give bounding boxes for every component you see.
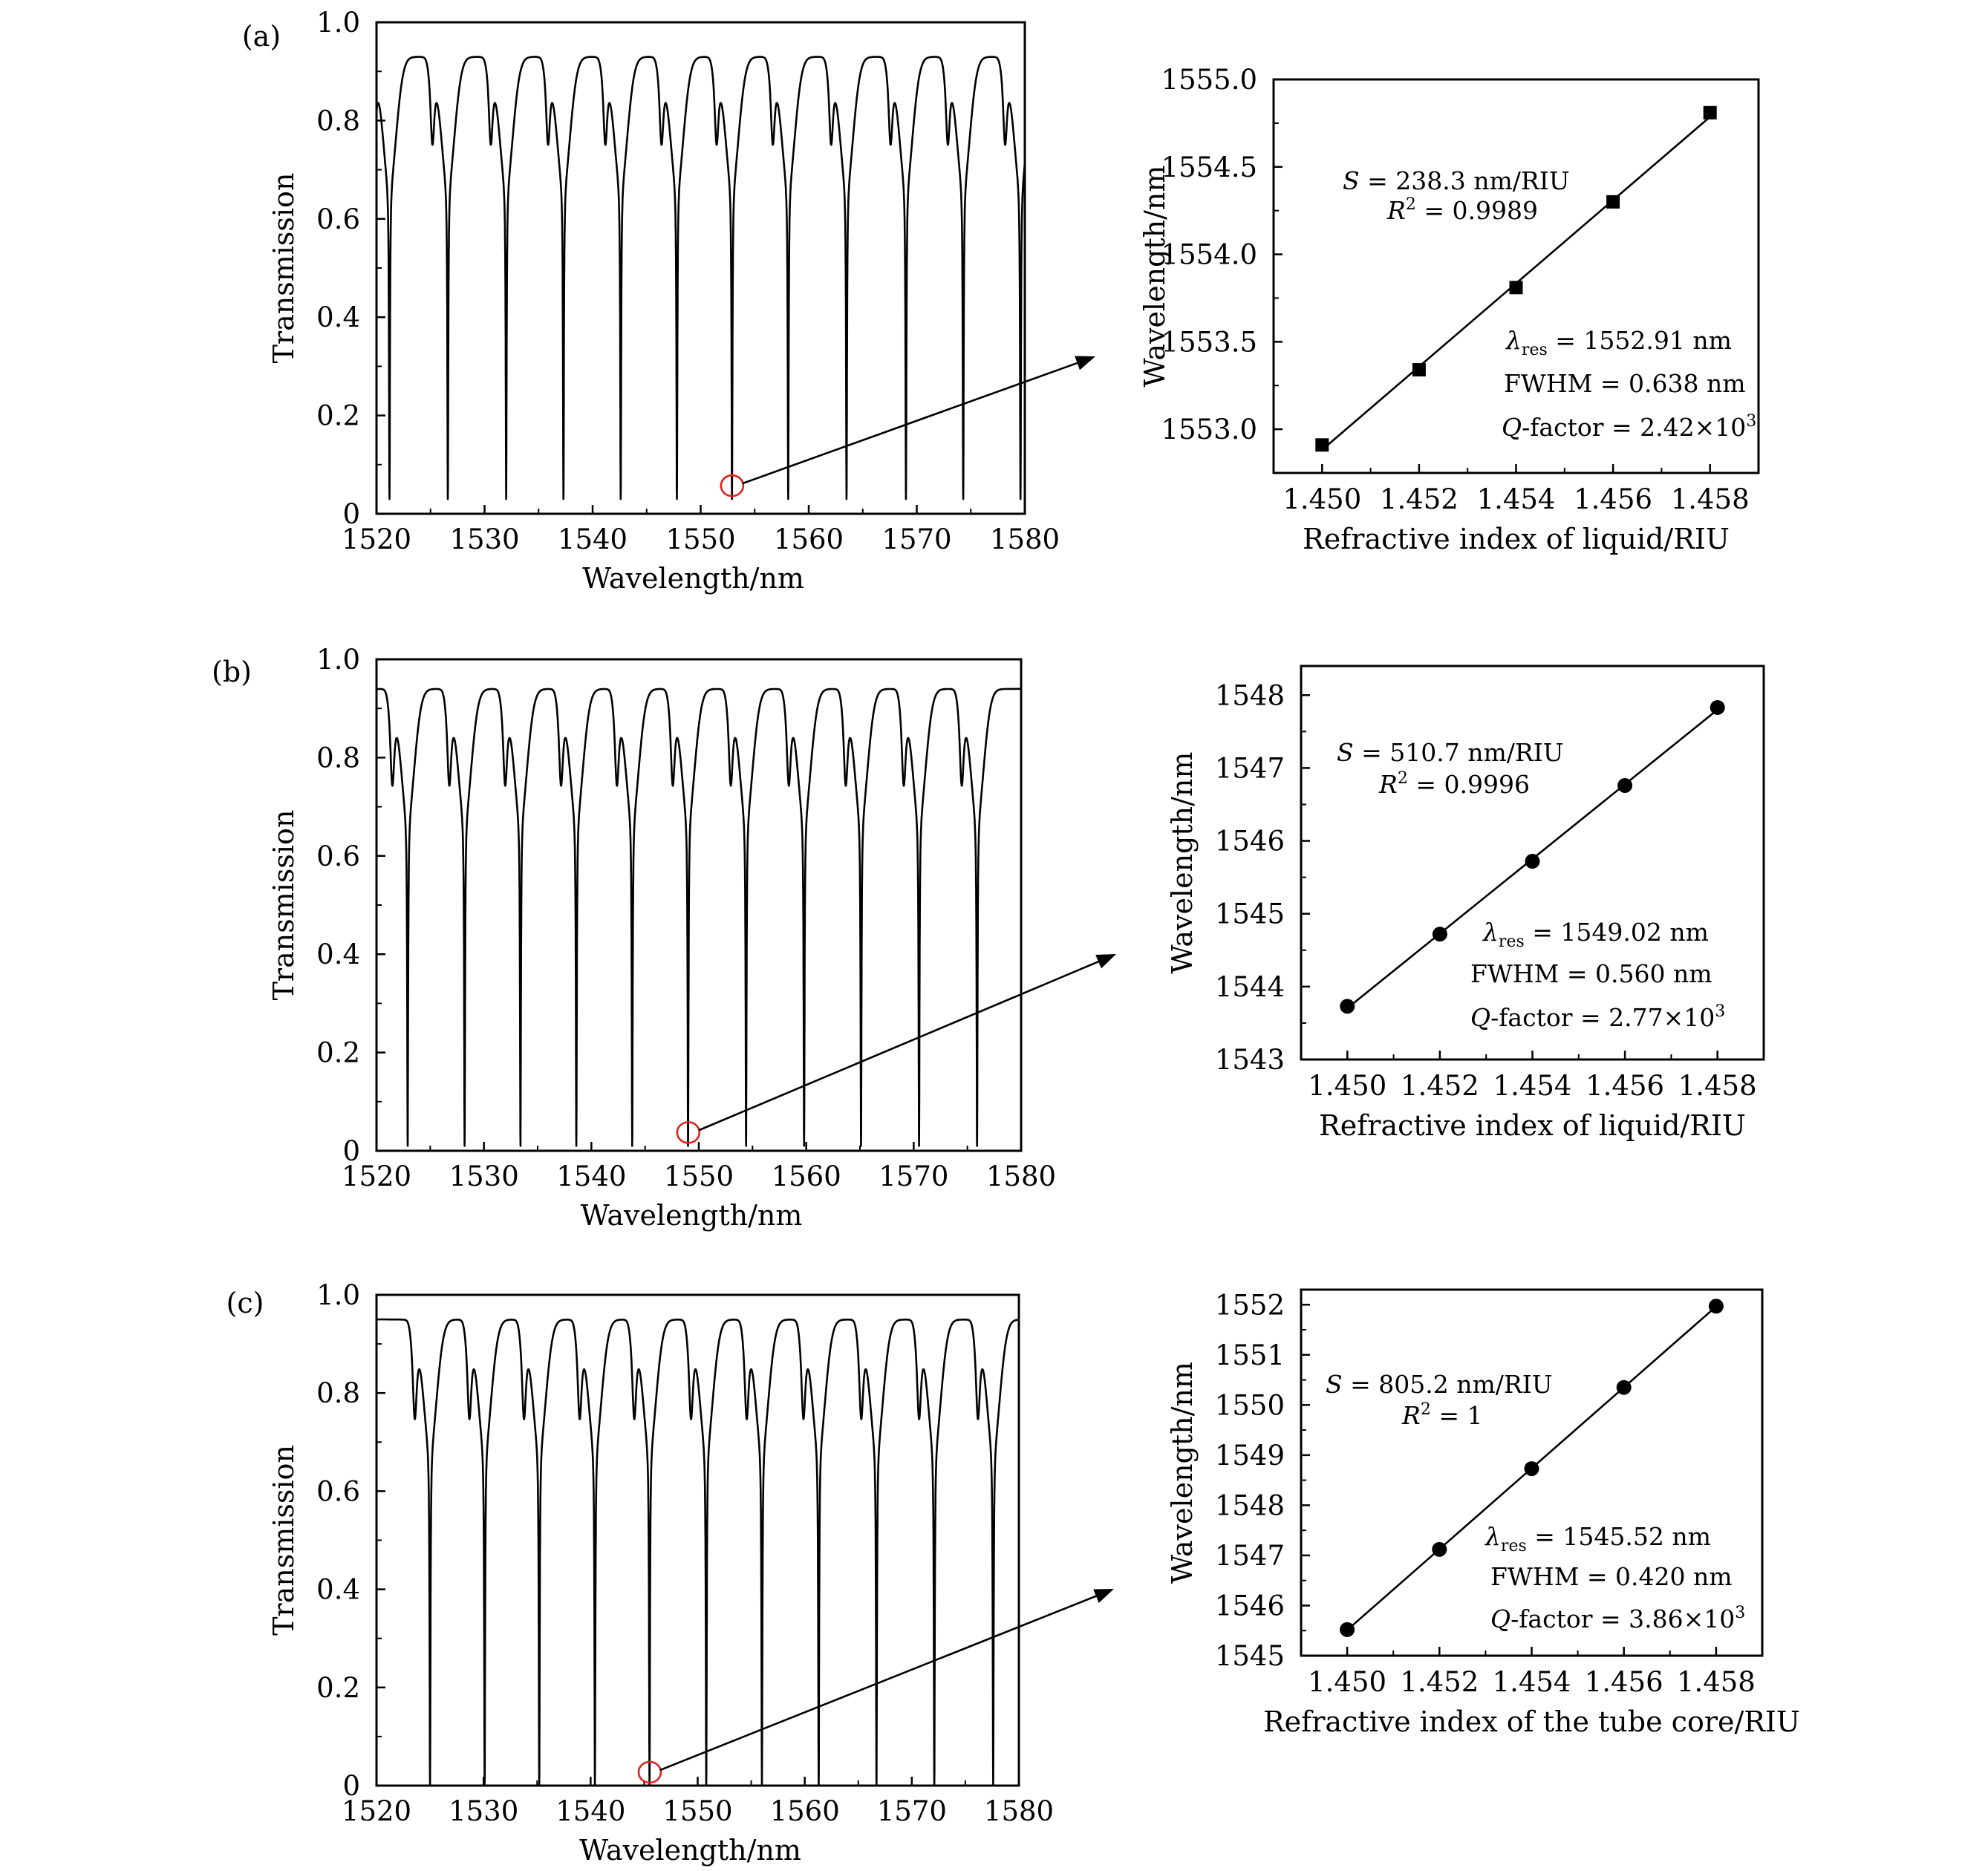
x-tick-label: 1.450 (1283, 483, 1362, 515)
x-tick-label: 1540 (555, 1795, 626, 1827)
plot-frame (377, 22, 1025, 514)
spectrum-plot (267, 1279, 1114, 1867)
y-tick-label: 0.6 (316, 1475, 360, 1508)
y-tick-label: 1553.0 (1161, 414, 1257, 446)
text-span: res (1498, 933, 1525, 951)
text-span: = 1552.91 nm (1547, 326, 1732, 355)
text-span: R (1387, 196, 1406, 225)
x-tick-label: 1.454 (1492, 1666, 1571, 1698)
text-span: Q (1490, 1604, 1511, 1633)
text-span: 2 (1397, 769, 1408, 788)
x-tick-label: 1520 (341, 1795, 412, 1827)
x-tick-label: 1.456 (1585, 1070, 1665, 1102)
x-tick-label: 1570 (881, 523, 952, 555)
y-tick-label: 0.8 (316, 742, 360, 774)
text-span: = 1 (1430, 1401, 1483, 1430)
x-axis-label: Refractive index of the tube core/RIU (1263, 1705, 1800, 1738)
data-point (1606, 195, 1620, 209)
data-point (1433, 927, 1447, 941)
spectrum-plot (267, 644, 1116, 1232)
text-span: = 510.7 nm/RIU (1353, 738, 1564, 767)
y-tick-label: 1554.0 (1161, 238, 1257, 271)
zoom-arrow-line (699, 961, 1098, 1130)
x-tick-label: 1540 (557, 523, 628, 555)
zoom-arrow-head (1095, 954, 1116, 968)
x-tick-label: 1.458 (1678, 1070, 1757, 1102)
x-tick-label: 1570 (879, 1160, 949, 1192)
r-squared-annotation (1378, 769, 1530, 799)
x-tick-label: 1520 (341, 1160, 412, 1192)
fwhm-annotation: FWHM = 0.420 nm (1490, 1562, 1733, 1591)
y-axis-label: Wavelength/nm (1138, 165, 1171, 388)
y-tick-label: 0.2 (316, 1036, 360, 1069)
zoom-arrow-line (660, 1596, 1096, 1770)
fwhm-annotation: FWHM = 0.560 nm (1470, 959, 1712, 988)
x-tick-label: 1.454 (1493, 1070, 1572, 1102)
y-tick-label: 1.0 (316, 644, 360, 676)
text-span: res (1521, 341, 1548, 359)
data-point (1340, 1622, 1355, 1637)
x-tick-label: 1580 (989, 523, 1060, 555)
y-tick-label: 0.4 (316, 938, 360, 971)
zoom-arrow-line (743, 363, 1078, 483)
r-squared-annotation (1386, 195, 1538, 225)
panel-0 (242, 7, 1759, 595)
panel-2 (226, 1279, 1800, 1867)
y-tick-label: 1544 (1214, 970, 1285, 1003)
x-axis-label: Wavelength/nm (582, 562, 804, 595)
x-axis-label: Wavelength/nm (580, 1199, 803, 1232)
data-point (1432, 1542, 1447, 1557)
y-tick-label: 0.4 (316, 1573, 360, 1606)
x-tick-label: 1.458 (1670, 483, 1750, 515)
data-point (1340, 999, 1355, 1013)
data-point (1525, 1461, 1539, 1476)
text-span: 3 (1746, 412, 1757, 431)
text-span: 2 (1420, 1400, 1431, 1419)
panel-label: (c) (226, 1287, 264, 1319)
transmission-curve (377, 1319, 1019, 1786)
y-tick-label: 0 (342, 1135, 360, 1167)
data-point (1412, 363, 1426, 376)
sensing-plot (1138, 64, 1759, 555)
zoom-arrow-head (1093, 1589, 1114, 1603)
x-tick-label: 1.454 (1476, 483, 1556, 515)
x-tick-label: 1.452 (1379, 483, 1459, 515)
x-tick-label: 1580 (985, 1160, 1057, 1192)
y-tick-label: 1.0 (316, 7, 360, 39)
text-span: 2 (1405, 195, 1416, 214)
data-point (1510, 281, 1523, 294)
x-axis-label: Refractive index of liquid/RIU (1303, 523, 1730, 555)
y-axis-label: Transmission (267, 172, 300, 364)
sensing-plot (1166, 1289, 1800, 1738)
text-span: R (1379, 770, 1398, 799)
x-tick-label: 1.456 (1584, 1666, 1663, 1698)
text-span: λ (1506, 326, 1522, 355)
y-tick-label: 1554.5 (1161, 151, 1257, 183)
x-tick-label: 1530 (449, 1160, 519, 1192)
y-tick-label: 0.2 (316, 399, 360, 432)
y-tick-label: 0.8 (316, 105, 360, 137)
data-point (1704, 106, 1717, 120)
y-tick-label: 1548 (1214, 1489, 1285, 1522)
sensitivity-annotation (1343, 166, 1570, 195)
y-tick-label: 1551 (1214, 1339, 1285, 1371)
q-factor-annotation (1502, 412, 1756, 442)
data-point (1617, 778, 1632, 793)
text-span: S (1343, 166, 1360, 195)
panel-label: (b) (212, 656, 252, 688)
data-point (1710, 700, 1725, 715)
x-tick-label: 1520 (341, 523, 412, 555)
text-span: λ (1483, 918, 1499, 947)
x-tick-label: 1550 (662, 1795, 733, 1827)
y-axis-label: Transmission (267, 809, 300, 1001)
text-span: = 805.2 nm/RIU (1342, 1370, 1553, 1399)
y-tick-label: 0.8 (316, 1377, 360, 1410)
x-axis-label: Refractive index of liquid/RIU (1319, 1109, 1746, 1142)
y-tick-label: 1546 (1214, 1590, 1285, 1622)
sensitivity-annotation (1326, 1370, 1553, 1399)
q-factor-annotation (1470, 1002, 1725, 1032)
sensitivity-annotation (1337, 738, 1564, 767)
y-tick-label: 1555.0 (1161, 64, 1257, 96)
x-tick-label: 1560 (771, 1160, 841, 1192)
x-tick-label: 1560 (769, 1795, 840, 1827)
r-squared-annotation (1401, 1400, 1483, 1430)
y-axis-label: Wavelength/nm (1166, 1362, 1199, 1584)
y-tick-label: 1549 (1214, 1439, 1285, 1472)
text-span: 3 (1735, 1604, 1746, 1622)
transmission-curve (377, 57, 1025, 500)
y-tick-label: 1.0 (316, 1279, 360, 1311)
x-tick-label: 1.456 (1574, 483, 1653, 515)
data-point (1617, 1380, 1632, 1395)
y-tick-label: 0.4 (316, 301, 360, 334)
text-span: S (1326, 1370, 1343, 1399)
text-span: = 0.9989 (1415, 196, 1538, 225)
text-span: 3 (1715, 1002, 1726, 1021)
x-tick-label: 1530 (449, 1795, 519, 1827)
spectrum-plot (267, 7, 1095, 595)
x-tick-label: 1550 (665, 523, 736, 555)
x-tick-label: 1.450 (1308, 1666, 1387, 1698)
data-point (1315, 438, 1329, 451)
resonance-wavelength-annotation (1505, 326, 1732, 359)
y-tick-label: 1545 (1214, 898, 1285, 930)
transmission-curve (377, 689, 1021, 1146)
text-span: = 1545.52 nm (1526, 1522, 1711, 1551)
x-tick-label: 1560 (773, 523, 844, 555)
text-span: Q (1470, 1003, 1491, 1032)
text-span: -factor = 3.86×10 (1510, 1604, 1736, 1633)
x-tick-label: 1.458 (1676, 1666, 1756, 1698)
y-tick-label: 0.6 (316, 203, 360, 235)
y-tick-label: 0.2 (316, 1671, 360, 1704)
plot-frame (377, 1295, 1019, 1786)
y-tick-label: 1548 (1214, 679, 1285, 712)
text-span: λ (1485, 1522, 1501, 1551)
text-span: -factor = 2.42×10 (1522, 413, 1747, 442)
data-point (1525, 854, 1540, 869)
zoom-arrow-head (1075, 356, 1095, 370)
y-tick-label: 1553.5 (1161, 326, 1257, 359)
text-span: -factor = 2.77×10 (1490, 1003, 1715, 1032)
y-axis-label: Transmission (267, 1445, 300, 1636)
text-span: = 1549.02 nm (1524, 918, 1709, 947)
x-tick-label: 1540 (556, 1160, 627, 1192)
x-tick-label: 1580 (983, 1795, 1055, 1827)
x-tick-label: 1570 (876, 1795, 947, 1827)
x-tick-label: 1.452 (1400, 1666, 1479, 1698)
y-tick-label: 0.6 (316, 840, 360, 872)
panel-label: (a) (241, 20, 281, 53)
x-tick-label: 1.450 (1308, 1070, 1387, 1102)
y-tick-label: 1545 (1214, 1640, 1285, 1672)
y-tick-label: 0 (342, 498, 360, 530)
y-tick-label: 1550 (1214, 1389, 1285, 1422)
y-tick-label: 0 (342, 1770, 360, 1802)
text-span: res (1500, 1537, 1527, 1555)
panel-1 (212, 644, 1764, 1232)
x-tick-label: 1550 (663, 1160, 734, 1192)
y-tick-label: 1547 (1214, 1539, 1285, 1572)
y-tick-label: 1543 (1214, 1044, 1285, 1076)
text-span: = 238.3 nm/RIU (1359, 166, 1570, 195)
text-span: = 0.9996 (1407, 770, 1530, 799)
fwhm-annotation: FWHM = 0.638 nm (1504, 369, 1746, 398)
y-axis-label: Wavelength/nm (1166, 751, 1199, 974)
sensing-plot (1166, 666, 1764, 1142)
x-tick-label: 1530 (449, 523, 520, 555)
q-factor-annotation (1490, 1604, 1745, 1633)
text-span: Q (1502, 413, 1522, 442)
y-tick-label: 1547 (1214, 752, 1285, 785)
resonance-wavelength-annotation (1482, 918, 1709, 951)
text-span: R (1402, 1401, 1421, 1430)
x-axis-label: Wavelength/nm (579, 1834, 801, 1867)
y-tick-label: 1552 (1214, 1289, 1285, 1322)
x-tick-label: 1.452 (1400, 1070, 1479, 1102)
text-span: S (1337, 738, 1354, 767)
y-tick-label: 1546 (1214, 825, 1285, 858)
data-point (1709, 1299, 1724, 1313)
resonance-wavelength-annotation (1484, 1522, 1711, 1555)
